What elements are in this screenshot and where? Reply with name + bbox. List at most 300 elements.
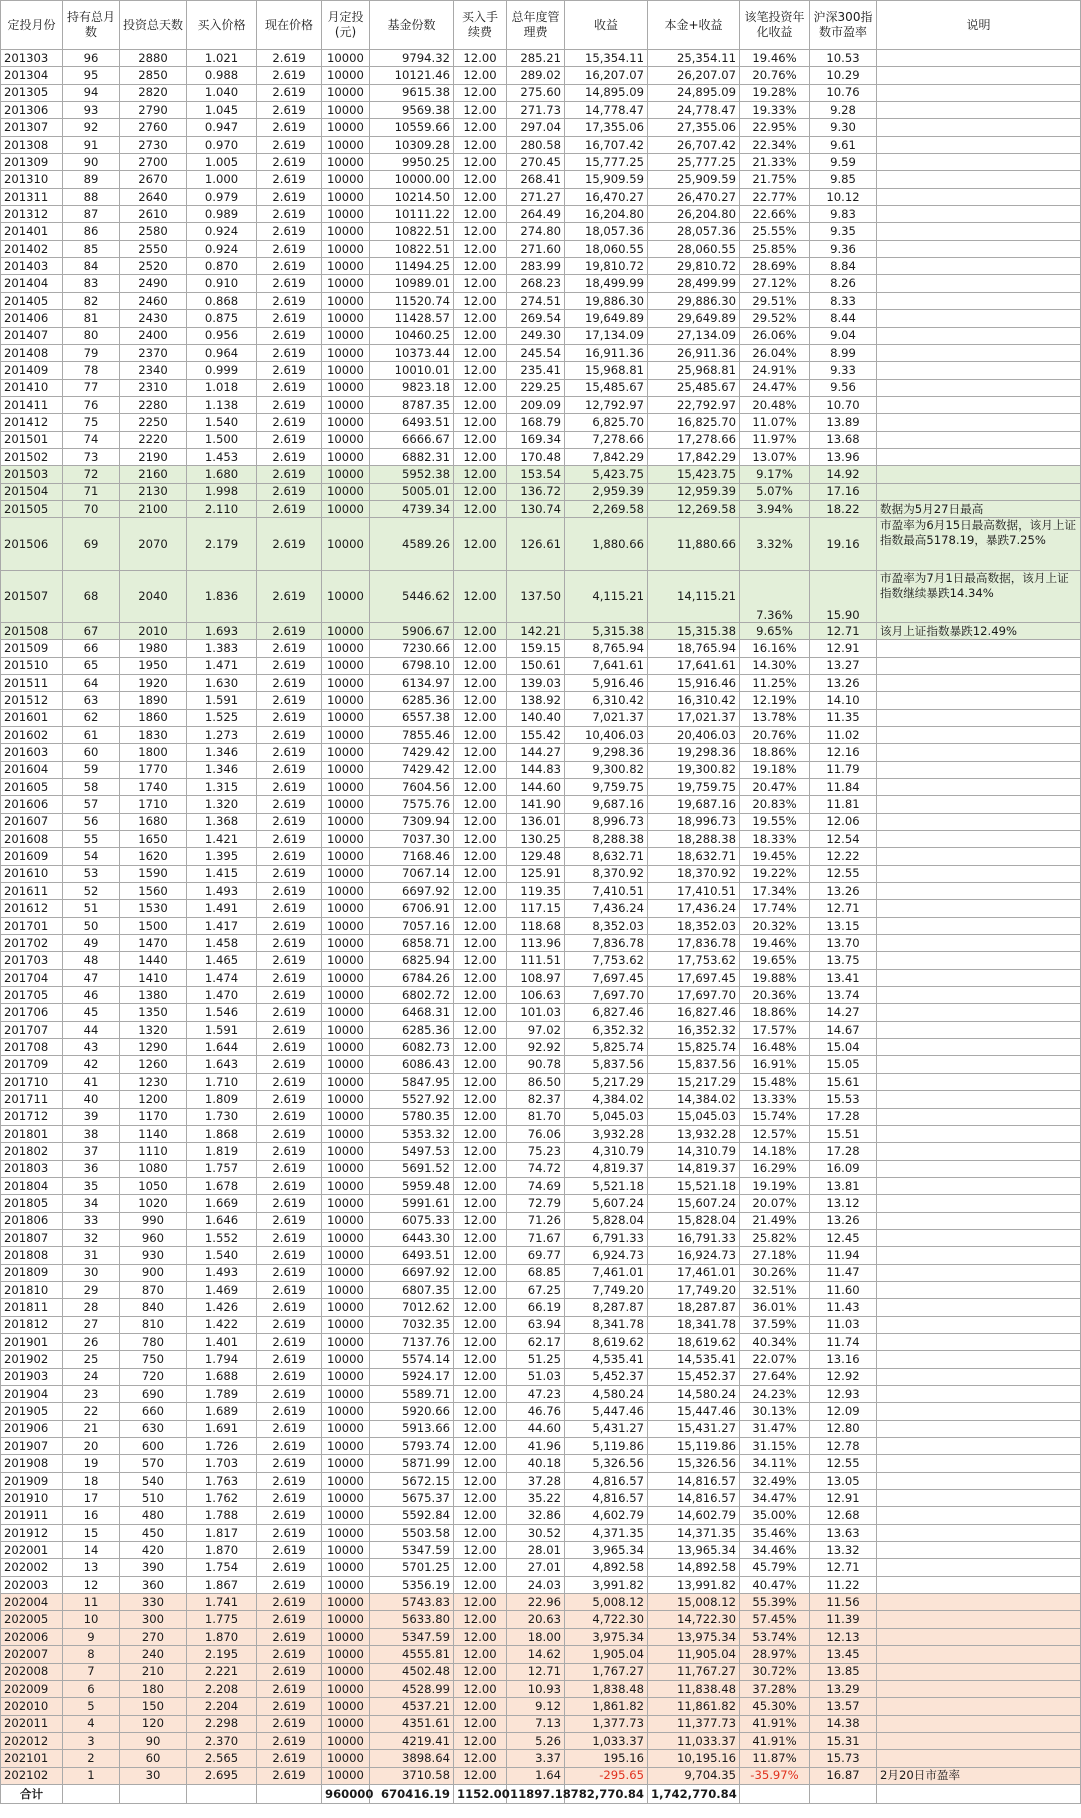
table-cell: 1920 [120,674,187,691]
table-cell: 1,767.27 [565,1663,648,1680]
table-cell: 10000 [322,1490,370,1507]
table-cell: 16.87 [810,1767,877,1784]
table-cell: 25 [63,1351,120,1368]
table-cell: 12.00 [454,1420,507,1437]
table-cell: 2.298 [187,1715,257,1732]
table-cell: 1.493 [187,883,257,900]
table-cell: 9.04 [810,327,877,344]
table-cell: 1.591 [187,1021,257,1038]
table-row [1,223,1081,240]
table-cell: 6802.72 [370,987,454,1004]
table-cell: 16,310.42 [648,692,740,709]
table-cell: 20 [63,1438,120,1455]
note-cell [877,171,1081,188]
table-cell: 540 [120,1472,187,1489]
table-cell: 2.619 [257,640,322,657]
table-cell: 10000 [322,171,370,188]
table-cell: 2.619 [257,275,322,292]
table-cell: 11.84 [810,778,877,795]
table-cell: 201505 [1,500,63,517]
table-cell: 12.00 [454,1490,507,1507]
table-cell: 1.775 [187,1611,257,1628]
note-cell [877,657,1081,674]
table-cell: 13.78% [740,709,810,726]
note-cell: 2月20日市盈率 [877,1767,1081,1784]
table-cell: 94 [63,84,120,101]
table-cell: 2190 [120,448,187,465]
table-cell: 5,447.46 [565,1403,648,1420]
table-cell: 15,607.24 [648,1195,740,1212]
table-cell: 5574.14 [370,1351,454,1368]
table-cell: 1.868 [187,1125,257,1142]
table-cell: 10000 [322,1247,370,1264]
table-cell: 7067.14 [370,865,454,882]
table-cell: 14,816.57 [648,1490,740,1507]
table-cell: 26 [63,1333,120,1350]
table-cell: 25,485.67 [648,379,740,396]
table-row [1,136,1081,153]
table-row [1,1351,1081,1368]
table-row [1,1368,1081,1385]
table-cell: 201607 [1,813,63,830]
table-cell: 64 [63,674,120,691]
table-cell: 1.998 [187,483,257,500]
table-cell: 12.00 [454,171,507,188]
table-cell: 9615.38 [370,84,454,101]
table-cell: 9.12 [507,1698,565,1715]
table-cell: 12.00 [454,1611,507,1628]
table-cell: 1.500 [187,431,257,448]
table-cell: 201409 [1,362,63,379]
table-cell: 1.546 [187,1004,257,1021]
table-cell: 10000 [322,1299,370,1316]
table-cell: 1.703 [187,1455,257,1472]
table-cell: 15.04 [810,1039,877,1056]
table-row [1,1073,1081,1090]
table-cell: 4589.26 [370,518,454,570]
table-cell: 209.09 [507,396,565,413]
note-cell [877,1351,1081,1368]
table-cell: 13.45 [810,1646,877,1663]
table-cell: 10000 [322,50,370,67]
table-cell: 10.53 [810,50,877,67]
table-cell: 10000 [322,154,370,171]
note-cell [877,1108,1081,1125]
note-cell [877,483,1081,500]
table-cell: 10000 [322,848,370,865]
note-cell [877,206,1081,223]
table-cell: 86.50 [507,1073,565,1090]
table-cell: 201610 [1,865,63,882]
table-cell: 72.79 [507,1195,565,1212]
table-cell: 7037.30 [370,831,454,848]
table-cell: 20,406.03 [648,726,740,743]
table-cell: 101.03 [507,1004,565,1021]
table-cell: 10.70 [810,396,877,413]
table-cell: 2430 [120,310,187,327]
table-row [1,1542,1081,1559]
table-cell: 2790 [120,102,187,119]
table-cell: 10,195.16 [648,1750,740,1767]
table-cell: 10000 [322,1039,370,1056]
table-cell: 2.619 [257,813,322,830]
table-cell: 10000 [322,1715,370,1732]
table-cell: 12.00 [454,1438,507,1455]
table-row [1,692,1081,709]
table-cell: 13.70 [810,935,877,952]
table-cell: 201511 [1,674,63,691]
note-cell [877,431,1081,448]
table-cell: 89 [63,171,120,188]
table-cell: 10000 [322,831,370,848]
table-cell: 38 [63,1125,120,1142]
table-cell: 14,384.02 [648,1091,740,1108]
table-cell: 201611 [1,883,63,900]
table-cell: 5446.62 [370,570,454,622]
table-cell: 12.00 [454,744,507,761]
table-cell: 18.00 [507,1628,565,1645]
table-cell: 2.619 [257,223,322,240]
table-cell: 0.875 [187,310,257,327]
table-row [1,969,1081,986]
table-row [1,171,1081,188]
table-cell: 18.22 [810,500,877,517]
table-cell: 14 [63,1542,120,1559]
table-row [1,500,1081,517]
table-row [1,1386,1081,1403]
table-cell: 201411 [1,396,63,413]
table-row [1,327,1081,344]
table-cell: 2.619 [257,796,322,813]
table-cell: 202101 [1,1750,63,1767]
table-cell: 10000 [322,1594,370,1611]
table-cell: 76 [63,396,120,413]
table-cell: 5589.71 [370,1386,454,1403]
note-cell [877,1177,1081,1194]
table-cell: 1200 [120,1091,187,1108]
table-cell: 9.36 [810,240,877,257]
table-cell: 21 [63,1420,120,1437]
table-cell: 5,825.74 [565,1039,648,1056]
table-cell: 5,452.37 [565,1368,648,1385]
table-cell: 201601 [1,709,63,726]
table-cell: 201904 [1,1386,63,1403]
table-cell: 14.30% [740,657,810,674]
note-cell [877,831,1081,848]
table-cell: 201504 [1,483,63,500]
table-cell: 840 [120,1299,187,1316]
table-cell: 25,354.11 [648,50,740,67]
table-cell: 1.789 [187,1386,257,1403]
table-cell: 1.678 [187,1177,257,1194]
table-cell: 249.30 [507,327,565,344]
table-cell: 2340 [120,362,187,379]
table-cell: 19.65% [740,952,810,969]
table-cell: 9569.38 [370,102,454,119]
table-cell: 10000 [322,275,370,292]
table-cell: 2.619 [257,414,322,431]
table-cell: 229.25 [507,379,565,396]
table-cell: 13.68 [810,431,877,448]
table-cell: 13.74 [810,987,877,1004]
total-cell [120,1784,187,1803]
table-cell: 21.33% [740,154,810,171]
table-cell: 65 [63,657,120,674]
table-cell: 79 [63,344,120,361]
table-cell: 35.00% [740,1507,810,1524]
column-header: 基金份数 [370,1,454,50]
table-cell: 12.00 [454,1542,507,1559]
table-cell: 2130 [120,483,187,500]
table-cell: 201308 [1,136,63,153]
table-cell: 330 [120,1594,187,1611]
note-cell [877,848,1081,865]
table-cell: 1.552 [187,1229,257,1246]
table-cell: 13.12 [810,1195,877,1212]
table-cell: 10000 [322,136,370,153]
table-cell: 2520 [120,258,187,275]
note-cell [877,1559,1081,1576]
table-cell: 201408 [1,344,63,361]
table-cell: 19,810.72 [565,258,648,275]
table-cell: 10000 [322,1542,370,1559]
table-cell: 10000 [322,188,370,205]
table-cell: 2070 [120,518,187,570]
table-row [1,778,1081,795]
table-cell: 10000 [322,969,370,986]
table-cell: 12.00 [454,50,507,67]
table-row [1,1490,1081,1507]
table-cell: 201905 [1,1403,63,1420]
table-cell: 36 [63,1160,120,1177]
table-cell: 18,370.92 [648,865,740,882]
table-cell: 19.22% [740,865,810,882]
table-cell: 1,033.37 [565,1732,648,1749]
table-cell: 201806 [1,1212,63,1229]
table-cell: 2.619 [257,1507,322,1524]
table-cell: 10.76 [810,84,877,101]
table-cell: 202009 [1,1680,63,1697]
table-cell: 2160 [120,466,187,483]
table-cell: 1.346 [187,761,257,778]
table-cell: 12.45 [810,1229,877,1246]
table-cell: 201307 [1,119,63,136]
table-cell: 10000 [322,813,370,830]
table-cell: 2.370 [187,1732,257,1749]
table-cell: 18,341.78 [648,1316,740,1333]
table-row [1,1576,1081,1593]
table-cell: 2880 [120,50,187,67]
table-cell: 2.619 [257,171,322,188]
table-cell: 2.619 [257,1021,322,1038]
table-cell: 12.00 [454,119,507,136]
table-cell: 1,880.66 [565,518,648,570]
table-cell: 19,759.75 [648,778,740,795]
table-cell: 4502.48 [370,1663,454,1680]
table-cell: 1.018 [187,379,257,396]
table-row [1,379,1081,396]
table-cell: 6,825.70 [565,414,648,431]
table-cell: 7,436.24 [565,900,648,917]
table-cell: 6082.73 [370,1039,454,1056]
table-cell: 26,470.27 [648,188,740,205]
table-cell: 67.25 [507,1281,565,1298]
table-cell: 0.868 [187,292,257,309]
table-cell: 201303 [1,50,63,67]
table-cell: 5356.19 [370,1576,454,1593]
table-cell: 5527.92 [370,1091,454,1108]
table-cell: 16,470.27 [565,188,648,205]
table-cell: 15,354.11 [565,50,648,67]
table-cell: 1.021 [187,50,257,67]
table-cell: 201907 [1,1438,63,1455]
table-cell: 8,341.78 [565,1316,648,1333]
note-cell [877,761,1081,778]
table-cell: 16,924.73 [648,1247,740,1264]
table-cell: 12.00 [454,188,507,205]
table-cell: 12.00 [454,1021,507,1038]
note-cell [877,327,1081,344]
table-row [1,206,1081,223]
table-cell: 12.00 [454,570,507,622]
table-cell: 2.619 [257,622,322,639]
table-cell: 7012.62 [370,1299,454,1316]
table-cell: 3710.58 [370,1767,454,1784]
table-cell: 141.90 [507,796,565,813]
note-cell [877,865,1081,882]
table-cell: 41.91% [740,1732,810,1749]
table-cell: 30.52 [507,1524,565,1541]
table-cell: 9823.18 [370,379,454,396]
table-cell: 2760 [120,119,187,136]
table-cell: 9794.32 [370,50,454,67]
table-cell: 297.04 [507,119,565,136]
table-cell: 1.453 [187,448,257,465]
table-cell: 13.81 [810,1177,877,1194]
total-row [1,1784,1081,1803]
table-cell: 201901 [1,1333,63,1350]
table-cell: 202003 [1,1576,63,1593]
table-cell: 11.60 [810,1281,877,1298]
table-cell: 74.69 [507,1177,565,1194]
table-cell: 84 [63,258,120,275]
table-cell: 1,377.73 [565,1715,648,1732]
table-cell: 30 [63,1264,120,1281]
table-cell: 1800 [120,744,187,761]
table-cell: 12.00 [454,831,507,848]
note-cell [877,292,1081,309]
table-cell: 7,836.78 [565,935,648,952]
total-cell [63,1784,120,1803]
note-cell [877,362,1081,379]
note-cell [877,1455,1081,1472]
table-cell: 19.45% [740,848,810,865]
table-cell: 19,649.89 [565,310,648,327]
table-cell: 61 [63,726,120,743]
table-cell: 11428.57 [370,310,454,327]
table-cell: 12.00 [454,206,507,223]
table-cell: 1.809 [187,1091,257,1108]
table-cell: 12.00 [454,1524,507,1541]
table-cell: 28.69% [740,258,810,275]
table-cell: 201403 [1,258,63,275]
table-cell: 5871.99 [370,1455,454,1472]
table-cell: 81.70 [507,1108,565,1125]
table-cell: 11.74 [810,1333,877,1350]
table-cell: 2.619 [257,448,322,465]
table-row [1,1039,1081,1056]
table-cell: 12.00 [454,917,507,934]
table-cell: 1950 [120,657,187,674]
table-cell: 12.00 [454,1628,507,1645]
table-cell: 10460.25 [370,327,454,344]
table-cell: 41.96 [507,1438,565,1455]
table-cell: 27,134.09 [648,327,740,344]
table-row [1,570,1081,622]
table-cell: 201811 [1,1299,63,1316]
table-cell: 6557.38 [370,709,454,726]
table-cell: 17,697.45 [648,969,740,986]
note-cell [877,1212,1081,1229]
table-cell: 13,932.28 [648,1125,740,1142]
table-cell: 201606 [1,796,63,813]
table-cell: 14,580.24 [648,1386,740,1403]
table-cell: 18.33% [740,831,810,848]
table-cell: 7 [63,1663,120,1680]
table-cell: 1560 [120,883,187,900]
note-cell [877,84,1081,101]
table-cell: 4,722.30 [565,1611,648,1628]
table-cell: 201702 [1,935,63,952]
table-cell: 10000 [322,448,370,465]
table-cell: 10000 [322,206,370,223]
table-cell: 15.74% [740,1108,810,1125]
table-row [1,1264,1081,1281]
table-cell: 10000 [322,327,370,344]
table-cell: 13.27 [810,657,877,674]
note-cell [877,154,1081,171]
table-cell: 29.51% [740,292,810,309]
table-cell: 30.72% [740,1663,810,1680]
table-cell: 52 [63,883,120,900]
note-cell [877,1264,1081,1281]
table-cell: 51 [63,900,120,917]
table-cell: 10000 [322,1160,370,1177]
note-cell [877,1247,1081,1264]
table-cell: 10.12 [810,188,877,205]
table-cell: 12.00 [454,275,507,292]
table-cell: 235.41 [507,362,565,379]
table-cell: 201712 [1,1108,63,1125]
table-cell: 1.794 [187,1351,257,1368]
table-cell: 10000 [322,223,370,240]
table-cell: 20.07% [740,1195,810,1212]
table-cell: 2.619 [257,1628,322,1645]
table-cell: 2550 [120,240,187,257]
table-cell: 2 [63,1750,120,1767]
table-cell: 3.37 [507,1750,565,1767]
table-cell: 201605 [1,778,63,795]
table-cell: 11,905.04 [648,1646,740,1663]
table-cell: 15,916.46 [648,674,740,691]
note-cell [877,796,1081,813]
table-cell: 21.49% [740,1212,810,1229]
table-cell: 30.13% [740,1403,810,1420]
table-cell: 0.910 [187,275,257,292]
table-cell: 21.75% [740,171,810,188]
table-cell: 8.33 [810,292,877,309]
table-cell: 10373.44 [370,344,454,361]
